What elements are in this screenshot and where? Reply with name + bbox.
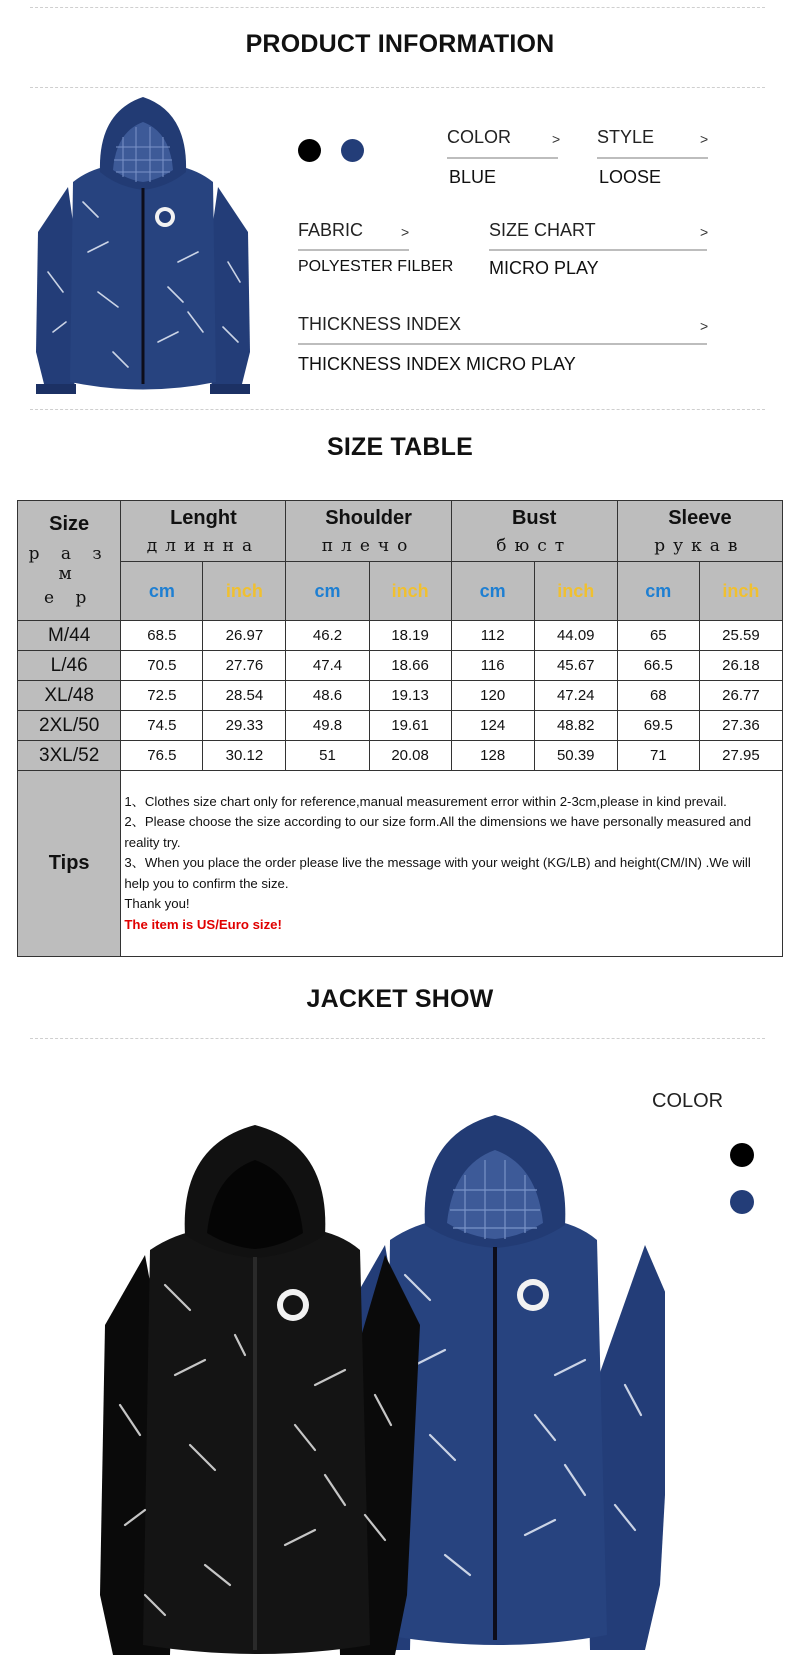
cell: 68.5 (121, 621, 203, 651)
cell: 47.24 (534, 681, 617, 711)
tips-content (121, 771, 783, 957)
unit-cm: cm (451, 562, 534, 621)
cell: 65 (617, 621, 699, 651)
group-header-length (121, 501, 286, 562)
color-label: COLOR (447, 127, 512, 147)
group-en: Sleeve (668, 506, 732, 529)
cell: 46.2 (286, 621, 369, 651)
row-size: M/44 (18, 621, 121, 651)
thickness-arrow[interactable]: > (700, 318, 709, 334)
cell: 27.36 (699, 711, 782, 741)
cell: 18.66 (369, 651, 451, 681)
cell: 45.67 (534, 651, 617, 681)
cell: 27.95 (699, 741, 782, 771)
cell: 26.97 (203, 621, 286, 651)
size-header-cell (18, 501, 121, 621)
tips-line: 3、When you place the order please live the message with your weight (KG/LB) and height(CM/IN) .We will help you to confirm the size. (124, 855, 751, 891)
unit-cm: cm (286, 562, 369, 621)
group-header-sleeve (617, 501, 782, 562)
jacket-pair-image (85, 1115, 665, 1660)
cell: 74.5 (121, 711, 203, 741)
cell: 29.33 (203, 711, 286, 741)
jacket-black-image (100, 1125, 420, 1655)
group-ru: бюст (496, 535, 573, 556)
unit-inch: inch (534, 562, 617, 621)
fabric-arrow[interactable]: > (401, 224, 410, 240)
divider (30, 87, 765, 88)
cell: 27.76 (203, 651, 286, 681)
unit-inch: inch (699, 562, 782, 621)
tips-line: Thank you! (124, 896, 190, 912)
row-size: 2XL/50 (18, 711, 121, 741)
thickness-label: THICKNESS INDEX (298, 314, 462, 334)
swatch-black[interactable] (298, 139, 321, 162)
unit-cm: cm (121, 562, 203, 621)
cell: 72.5 (121, 681, 203, 711)
divider (30, 409, 765, 410)
cell: 49.8 (286, 711, 369, 741)
fabric-label: FABRIC (298, 220, 364, 240)
fabric-underline (298, 249, 409, 251)
cell: 128 (451, 741, 534, 771)
tips-line: 1、Clothes size chart only for reference,manual measurement error within 2-3cm,please in kind prevail. (124, 793, 727, 809)
group-header-shoulder (286, 501, 451, 562)
group-en: Lenght (170, 506, 237, 529)
cell: 68 (617, 681, 699, 711)
table-row (18, 711, 783, 741)
style-arrow[interactable]: > (700, 131, 709, 147)
cell: 66.5 (617, 651, 699, 681)
size-chart-underline (489, 249, 707, 251)
unit-cm: cm (617, 562, 699, 621)
size-header-ru-1: р а з м (28, 544, 110, 584)
cell: 76.5 (121, 741, 203, 771)
size-header-en: Size (49, 513, 90, 535)
group-header-bust (451, 501, 617, 562)
size-chart-value: MICRO PLAY (489, 258, 599, 278)
row-size: XL/48 (18, 681, 121, 711)
cell: 28.54 (203, 681, 286, 711)
size-table (17, 500, 783, 957)
group-ru: плечо (321, 535, 416, 556)
cell: 48.82 (534, 711, 617, 741)
cell: 26.77 (699, 681, 782, 711)
cell: 18.19 (369, 621, 451, 651)
table-row (18, 621, 783, 651)
size-table-heading: SIZE TABLE (327, 433, 473, 461)
color-underline (447, 157, 558, 159)
group-en: Bust (511, 506, 557, 529)
cell: 30.12 (203, 741, 286, 771)
cell: 112 (451, 621, 534, 651)
thickness-underline (298, 343, 707, 345)
cell: 19.61 (369, 711, 451, 741)
size-chart-label: SIZE CHART (489, 220, 596, 240)
cell: 69.5 (617, 711, 699, 741)
group-ru: рукав (654, 535, 746, 556)
divider (30, 1038, 765, 1039)
cell: 26.18 (699, 651, 782, 681)
table-row (18, 681, 783, 711)
fabric-value: POLYESTER FILBER (298, 258, 454, 275)
style-value: LOOSE (599, 167, 662, 187)
row-size: L/46 (18, 651, 121, 681)
color-value: BLUE (449, 167, 497, 187)
cell: 124 (451, 711, 534, 741)
group-en: Shoulder (325, 506, 412, 529)
cell: 51 (286, 741, 369, 771)
row-size: 3XL/52 (18, 741, 121, 771)
cell: 50.39 (534, 741, 617, 771)
jacket-show-heading: JACKET SHOW (306, 985, 494, 1013)
table-row (18, 651, 783, 681)
table-row (18, 741, 783, 771)
cell: 116 (451, 651, 534, 681)
cell: 48.6 (286, 681, 369, 711)
cell: 71 (617, 741, 699, 771)
color-arrow[interactable]: > (552, 131, 561, 147)
size-header-ru-2: е р (43, 588, 95, 608)
jacket-blue-image (28, 92, 258, 402)
cell: 44.09 (534, 621, 617, 651)
cell: 70.5 (121, 651, 203, 681)
tips-line: 2、Please choose the size according to our size form.All the dimensions we have personally measured and reality try. (124, 814, 752, 850)
group-ru: длинна (146, 535, 261, 556)
thickness-value: THICKNESS INDEX MICRO PLAY (298, 354, 576, 374)
style-underline (597, 157, 708, 159)
unit-inch: inch (203, 562, 286, 621)
unit-inch: inch (369, 562, 451, 621)
tips-highlight: The item is US/Euro size! (124, 916, 282, 932)
cell: 120 (451, 681, 534, 711)
swatch-black[interactable] (730, 1143, 754, 1167)
cell: 25.59 (699, 621, 782, 651)
size-chart-arrow[interactable]: > (700, 224, 709, 240)
cell: 47.4 (286, 651, 369, 681)
product-info-heading: PRODUCT INFORMATION (245, 30, 555, 58)
style-label: STYLE (597, 127, 655, 147)
cell: 19.13 (369, 681, 451, 711)
divider-top (30, 7, 765, 8)
tips-label: Tips (18, 771, 121, 957)
cell: 20.08 (369, 741, 451, 771)
swatch-navy[interactable] (730, 1190, 754, 1214)
swatch-navy[interactable] (341, 139, 364, 162)
jacket-show-color-label: COLOR (652, 1090, 724, 1112)
